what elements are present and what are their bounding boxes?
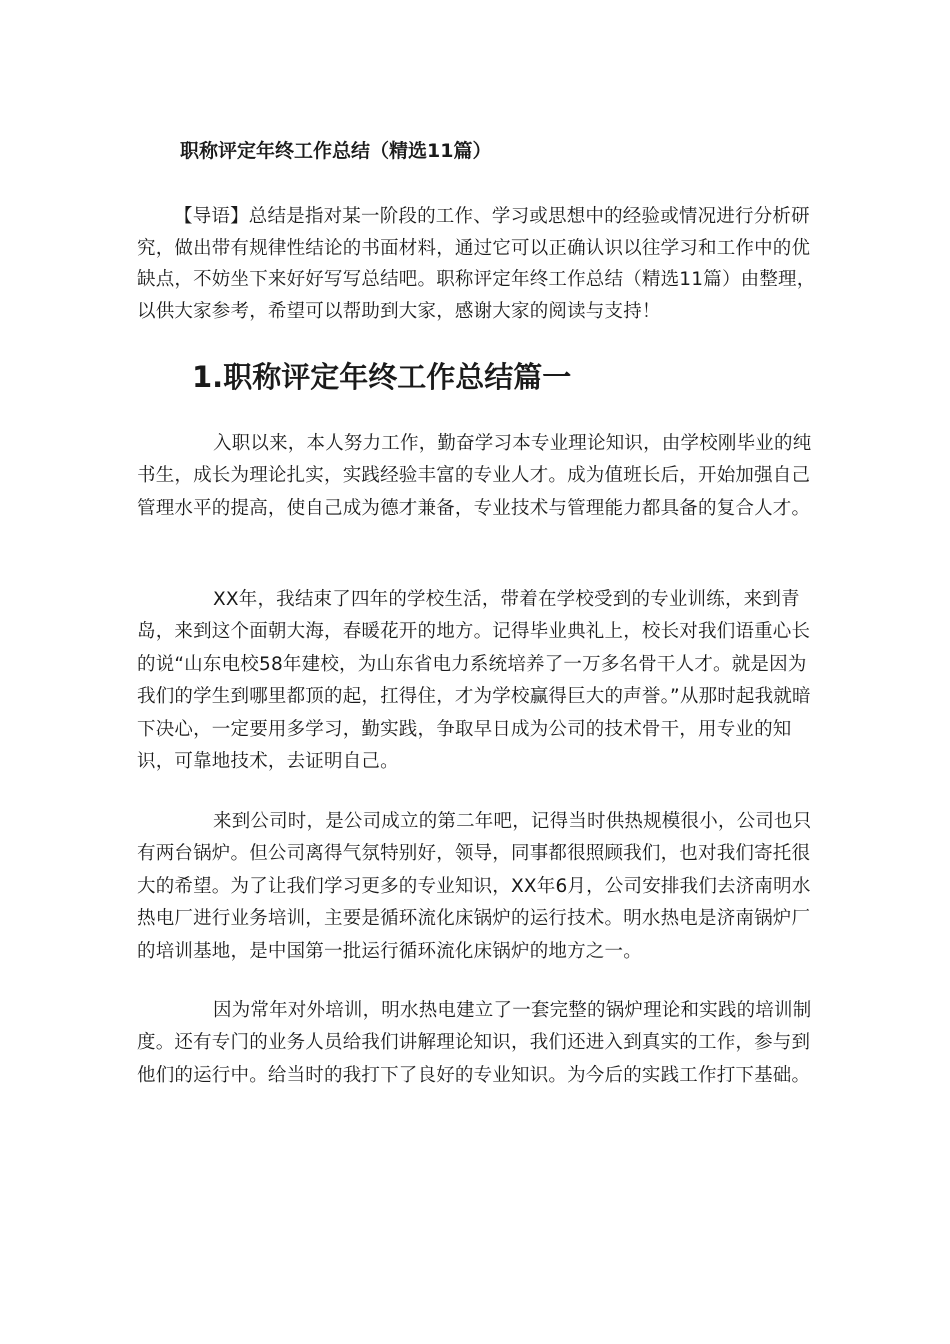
body-paragraph-1: 入职以来，本人努力工作，勤奋学习本专业理论知识，由学校刚毕业的纯书生，成长为理论扎实，实践经验丰富的专业人才。成为值班长后，开始加强自己管理水平的提高，使自己成为德才兼备，专业技术与管理能力都具备的复合人才。 [137,433,812,519]
document-title: 职称评定年终工作总结（精选11篇） [180,140,492,162]
body-paragraph-2: XX年，我结束了四年的学校生活，带着在学校受到的专业训练，来到青岛，来到这个面朝大海，春暖花开的地方。记得毕业典礼上，校长对我们语重心长的说“山东电校58年建校，为山东省电力系统培养了一万多名骨干人才。就是因为我们的学生到哪里都顶的起，扛得住，才为学校赢得巨大的声誉。”从那时起我就暗下决心，一定要用多学习，勤实践，争取早日成为公司的技术骨干，用专业的知识，可靠地技术，去证明自己。 [137,589,811,773]
intro-paragraph: 【导语】总结是指对某一阶段的工作、学习或思想中的经验或情况进行分析研究，做出带有规律性结论的书面材料，通过它可以正确认识以往学习和工作中的优缺点，不妨坐下来好好写写总结吧。职称评定年终工作总结（精选11篇）由整理，以供大家参考，希望可以帮助到大家，感谢大家的阅读与支持！ [137,206,816,322]
section-heading: 1.职称评定年终工作总结篇一 [192,360,572,394]
body-paragraph-3: 来到公司时，是公司成立的第二年吧，记得当时供热规模很小，公司也只有两台锅炉。但公司离得气氛特别好，领导，同事都很照顾我们，也对我们寄托很大的希望。为了让我们学习更多的专业知识，XX年6月，公司安排我们去济南明水热电厂进行业务培训，主要是循环流化床锅炉的运行技术。明水热电是济南锅炉厂的培训基地，是中国第一批运行循环流化床锅炉的地方之一。 [137,811,812,962]
body-paragraph-4: 因为常年对外培训，明水热电建立了一套完整的锅炉理论和实践的培训制度。还有专门的业务人员给我们讲解理论知识，我们还进入到真实的工作，参与到他们的运行中。给当时的我打下了良好的专业知识。为今后的实践工作打下基础。 [137,1000,812,1086]
